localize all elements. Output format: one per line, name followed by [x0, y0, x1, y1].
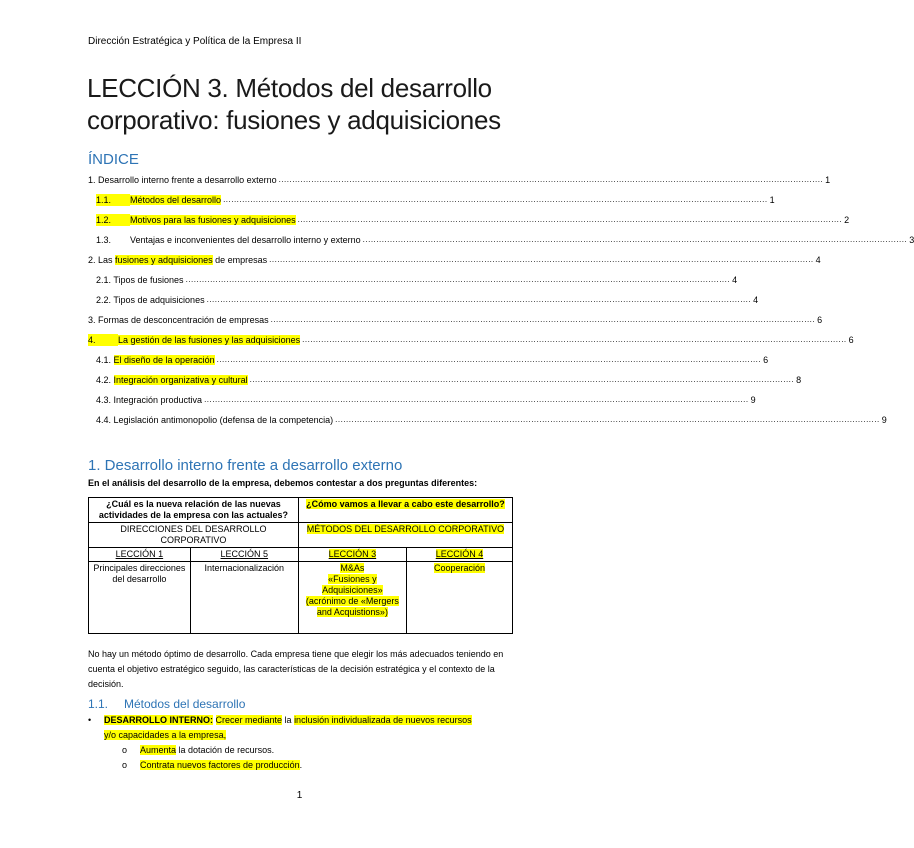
toc-entry-label: 4.4. Legislación antimonopolio (defensa de la competencia) [96, 415, 334, 425]
toc-entry[interactable] [96, 374, 802, 386]
sub-bullet-hire-factors [122, 758, 302, 772]
cooperation-text: Cooperación [433, 563, 485, 573]
toc-leader-dots: ........................................................................................................................................................................................................ [249, 375, 795, 384]
toc-leader-dots: ........................................................................................................................................................................................................ [278, 175, 824, 184]
toc-page-number: 6 [763, 355, 769, 365]
toc-page-number: 1 [769, 195, 775, 205]
toc-entry[interactable] [96, 214, 850, 226]
running-header: Dirección Estratégica y Política de la Empresa II [88, 36, 302, 47]
toc-leader-dots: ........................................................................................................................................................................................................ [206, 295, 752, 304]
toc-leader-dots: ........................................................................................................................................................................................................ [204, 395, 749, 404]
toc-entry-label: Ventajas e inconvenientes del desarrollo interno y externo [130, 235, 361, 245]
toc-leader-dots: ........................................................................................................................................................................................................ [297, 215, 843, 224]
toc-page-number: 9 [881, 415, 887, 425]
toc-entry-label: 3. Formas de desconcentración de empresas [88, 315, 269, 325]
cooperation-cell [406, 562, 512, 634]
toc-page-number: 6 [817, 315, 823, 325]
toc-entry-label: 2. Las [88, 255, 116, 265]
toc-entry[interactable] [88, 254, 821, 266]
toc-entry-highlight: La gestión de las fusiones y las adquisiciones [118, 335, 301, 345]
toc-entry-highlight: El diseño de la operación [113, 355, 215, 365]
toc-entry[interactable] [88, 314, 823, 326]
lesson-title-line-2: corporativo: fusiones y adquisiciones [87, 105, 501, 135]
toc-entry-highlight: Integración organizativa y cultural [113, 375, 248, 385]
toc-entry[interactable] [88, 174, 831, 186]
comparison-table [88, 497, 513, 634]
methods-header-cell [298, 523, 512, 548]
question-cell-directions [89, 498, 299, 523]
toc-entry-text [96, 374, 248, 386]
toc-entry-label: 2.1. Tipos de fusiones [96, 275, 184, 285]
toc-leader-dots: ........................................................................................................................................................................................................ [335, 415, 880, 424]
toc-leader-dots: ........................................................................................................................................................................................................ [302, 335, 847, 344]
toc-entry-label: 4.3. Integración productiva [96, 395, 203, 405]
section-1-heading: 1. Desarrollo interno frente a desarrollo externo [88, 457, 403, 474]
lesson-1-cell [89, 548, 191, 562]
toc-entry-text [96, 214, 296, 226]
toc-leader-dots: ........................................................................................................................................................................................................ [362, 235, 908, 244]
mergers-acquisitions-cell [298, 562, 406, 634]
ma-acronym-note: (acrónimo de «Mergers and Acquistions») [305, 596, 399, 617]
toc-entry-label: 2.2. Tipos de adquisiciones [96, 295, 205, 305]
toc-leader-dots: ........................................................................................................................................................................................................ [269, 255, 814, 264]
toc-entry-text [88, 174, 277, 186]
toc-entry-number: 4. [88, 334, 118, 346]
toc-entry[interactable] [96, 234, 914, 246]
toc-entry-label-end: de empresas [212, 255, 268, 265]
toc-entry-highlight: fusiones y adquisiciones [115, 255, 213, 265]
toc-page-number: 4 [753, 295, 759, 305]
toc-entry-label: 1. Desarrollo interno frente a desarrollo externo [88, 175, 277, 185]
lesson-5-label: LECCIÓN 5 [220, 549, 269, 559]
toc-entry-highlight: Motivos para las fusiones y adquisiciones [130, 215, 296, 225]
toc-leader-dots: ........................................................................................................................................................................................................ [185, 275, 731, 284]
lesson-title [87, 72, 501, 136]
lesson-title-line-1: LECCIÓN 3. Métodos del desarrollo [87, 73, 492, 103]
toc-entry-text [96, 194, 221, 206]
capabilities-text: y/o capacidades a la empresa, [104, 730, 227, 740]
toc-leader-dots: ........................................................................................................................................................................................................ [270, 315, 816, 324]
ma-acronym: M&As [340, 563, 365, 573]
subsection-1-1-heading [88, 697, 245, 711]
toc-entry[interactable] [96, 414, 887, 426]
hire-factors-text: Contrata nuevos factores de producción [140, 760, 300, 770]
toc-entry[interactable] [96, 274, 738, 286]
toc-page-number: 8 [796, 375, 802, 385]
toc-entry-text [96, 274, 184, 286]
toc-page-number: 2 [844, 215, 850, 225]
toc-entry-number: 1.3. [96, 235, 112, 245]
bullet-dot-icon: • [88, 715, 92, 725]
toc-entry[interactable] [96, 394, 756, 406]
methods-paragraph: No hay un método óptimo de desarrollo. Cada empresa tiene que elegir los más adecuados teniendo en cuenta el objetivo estratégico seguido, las características de la decisión estratégica y el contexto de la decisión. [88, 649, 504, 689]
toc-entry-text [88, 254, 267, 266]
internationalization-cell [190, 562, 298, 634]
lesson-3-label: LECCIÓN 3 [328, 549, 377, 559]
toc-entry-number: 1.1. [96, 194, 130, 206]
toc-page-number: 3 [909, 235, 914, 245]
connector-text: la [282, 715, 295, 725]
toc-entry[interactable] [96, 194, 775, 206]
toc-entry-text [96, 294, 205, 306]
subsection-1-1-number: 1.1. [88, 697, 109, 711]
bullet-internal-development-cont [104, 728, 226, 742]
toc-page-number: 1 [825, 175, 831, 185]
toc-entry-number: 1.2. [96, 214, 130, 226]
section-1-intro: En el análisis del desarrollo de la empresa, debemos contestar a dos preguntas diferentes: [88, 478, 478, 488]
directions-header-cell [89, 523, 299, 548]
toc-entry-text [96, 354, 215, 366]
question-cell-methods [298, 498, 512, 523]
circle-bullet-icon: o [122, 745, 128, 755]
toc-entry[interactable] [88, 334, 854, 346]
toc-entry-text [88, 334, 300, 346]
toc-page-number: 6 [848, 335, 854, 345]
lesson-4-label: LECCIÓN 4 [435, 549, 484, 559]
lesson-5-cell [190, 548, 298, 562]
resource-endowment-text: la dotación de recursos. [176, 745, 275, 755]
circle-bullet-icon: o [122, 760, 128, 770]
lesson-1-label: LECCIÓN 1 [115, 549, 164, 559]
toc-page-number: 9 [750, 395, 756, 405]
question-methods: ¿Cómo vamos a llevar a cabo este desarrollo? [306, 499, 505, 509]
page-number: 1 [296, 790, 303, 801]
toc-page-number: 4 [732, 275, 738, 285]
main-directions-cell [89, 562, 191, 634]
bullet-internal-development [88, 713, 472, 727]
question-directions: ¿Cuál es la nueva relación de las nuevas actividades de la empresa con las actuales? [98, 499, 288, 520]
grow-through-text: Crecer mediante [215, 715, 283, 725]
toc-entry-label: 4.2. [96, 375, 114, 385]
toc-entry-text [88, 314, 269, 326]
directions-header: DIRECCIONES DEL DESARROLLO CORPORATIVO [120, 524, 267, 545]
ma-full-name: «Fusiones y Adquisiciones» [322, 574, 383, 595]
methods-header: MÉTODOS DEL DESARROLLO CORPORATIVO [306, 524, 505, 534]
main-directions-text: Principales direcciones del desarrollo [93, 563, 186, 584]
toc-entry[interactable] [96, 294, 759, 306]
toc-entry[interactable] [96, 354, 769, 366]
toc-leader-dots: ........................................................................................................................................................................................................ [216, 355, 762, 364]
toc-entry-text [96, 414, 333, 426]
toc-entry-label: 4.1. [96, 355, 114, 365]
toc-entry-text [96, 234, 361, 246]
toc-page-number: 4 [815, 255, 821, 265]
subsection-1-1-title: Métodos del desarrollo [124, 697, 246, 711]
increase-text: Aumenta [140, 745, 177, 755]
individual-inclusion-text: inclusión individualizada de nuevos recursos [294, 715, 472, 725]
lesson-3-cell [298, 548, 406, 562]
internationalization-text: Internacionalización [204, 563, 285, 573]
period-text: . [299, 760, 303, 770]
sub-bullet-increase-resources [122, 743, 274, 757]
toc-leader-dots: ........................................................................................................................................................................................................ [223, 195, 768, 204]
toc-entry-highlight: Métodos del desarrollo [130, 195, 222, 205]
toc-entry-text [96, 394, 202, 406]
lesson-4-cell [406, 548, 512, 562]
internal-development-label: DESARROLLO INTERNO: [104, 715, 213, 725]
index-heading: ÍNDICE [88, 151, 139, 168]
